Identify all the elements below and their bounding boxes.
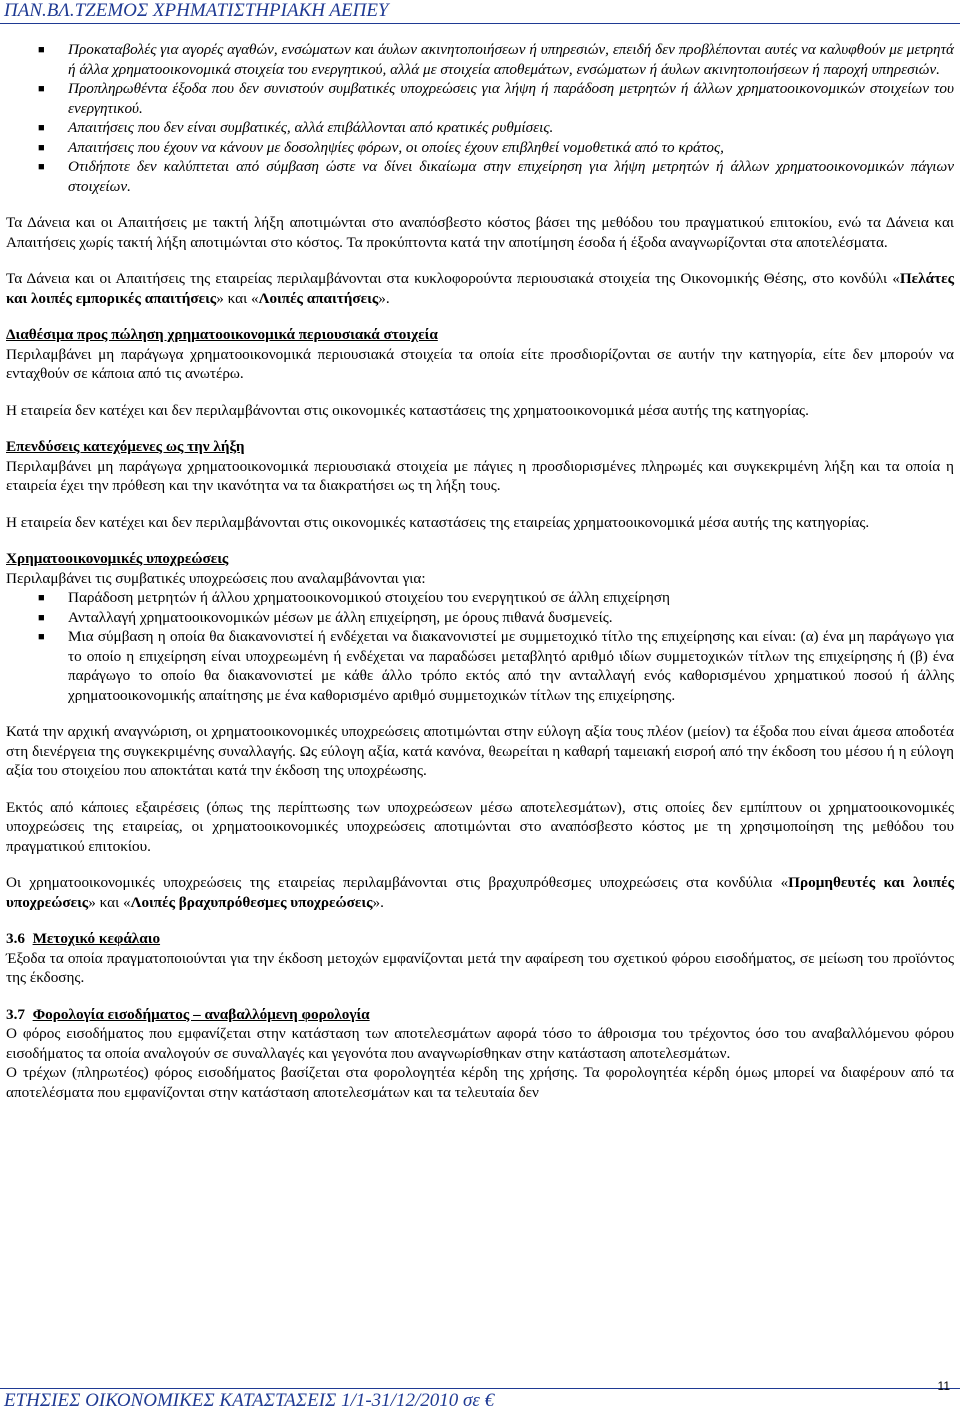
square-bullet-icon: ■ [38, 122, 45, 134]
square-bullet-icon: ■ [38, 44, 45, 56]
header-title: ΠΑΝ.ΒΛ.ΤΖΕΜΟΣ ΧΡΗΜΑΤΙΣΤΗΡΙΑΚΗ ΑΕΠΕΥ [4, 0, 389, 21]
footer-title: ΕΤΗΣΙΕΣ ΟΙΚΟΝΟΜΙΚΕΣ ΚΑΤΑΣΤΑΣΕΙΣ 1/1-31/12/2010 σε € [4, 1390, 495, 1411]
page-footer [0, 1379, 960, 1413]
htm-heading: Επενδύσεις κατεχόμενες ως την λήξη [6, 438, 245, 455]
page-header [0, 0, 960, 24]
liabilities-paragraph-3: Οι χρηματοοικονομικές υποχρεώσεις της εταιρείας περιλαμβάνονται στις βραχυπρόθεσμες υποχρεώσεις στα κονδύλια «Προμηθευτές και λοιπές υποχρεώσεις» και «Λοιπές βραχυπρόθεσμες υποχρεώσεις». [6, 874, 954, 911]
afs-paragraph-2: Η εταιρεία δεν κατέχει και δεν περιλαμβάνονται στις οικονομικές καταστάσεις της χρηματοοικονομικά μέσα αυτής της κατηγορίας. [6, 401, 809, 419]
square-bullet-icon: ■ [38, 611, 45, 624]
section-3-7-paragraph-1: Ο φόρος εισοδήματος που εμφανίζεται στην κατάσταση των αποτελεσμάτων αφορά τόσο το άθροισμα του τρέχοντος όσο του αναβαλλόμενου φόρου εισοδήματος τα οποία αναλογούν σε συναλλαγές και γεγονότα που αναγνωρίσθηκαν στην κατάσταση αποτελεσμάτων. [6, 1025, 954, 1062]
square-bullet-icon: ■ [38, 83, 45, 95]
section-3-7-paragraph-2: Ο τρέχων (πληρωτέος) φόρος εισοδήματος βασίζεται στα φορολογητέα κέρδη της χρήσης. Τα φορολογητέα κέρδη όμως μπορεί να διαφέρουν από τα αποτελέσματα που εμφανίζονται στην κατάσταση αποτελεσμάτων και τα τελευταία δεν [6, 1064, 954, 1101]
list-item: ■ Μια σύμβαση η οποία θα διακανονιστεί ή ενδέχεται να διακανονιστεί με συμμετοχικό τίτλο της επιχείρησης και είναι: (α) ένα μη παράγωγο για το οποίο η επιχείρηση είναι υποχρεωμένη ή ενδέχεται να παραδώσει μεταβλητό αριθμό ιδίων συμμετοχικών τίτλων της επιχείρησης ή (β) ένα παράγωγο το οποίο θα διακανονιστεί με κάθε άλλο τρόπο εκτός από την ανταλλαγή ενός καθορισμένου χρηματικού ποσού ή άλλης χρηματοοικονομικής απαίτησης με ένα καθορισμένο αριθμό συμμετοχικών τίτλων της επιχείρησης. [38, 628, 954, 704]
list-item: ■ Προπληρωθέντα έξοδα που δεν συνιστούν συμβατικές υποχρεώσεις για λήψη ή παράδοση μετρητών ή άλλων χρηματοοικονομικών στοιχείων του ενεργητικού. [38, 80, 954, 117]
afs-heading: Διαθέσιμα προς πώληση χρηματοοικονομικά περιουσιακά στοιχεία [6, 326, 438, 343]
exclusion-list [6, 40, 954, 196]
square-bullet-icon: ■ [38, 592, 45, 604]
page-number: 11 [937, 1379, 950, 1393]
list-item: ■ Απαιτήσεις που έχουν να κάνουν με δοσοληψίες φόρων, οι οποίες έχουν επιβληθεί νομοθετικά από το κράτος, [6, 138, 954, 158]
list-item: ■ Απαιτήσεις που δεν είναι συμβατικές, αλλά επιβάλλονται από κρατικές ρυθμίσεις. [6, 118, 954, 138]
list-item: ■ Οτιδήποτε δεν καλύπτεται από σύμβαση ώστε να δίνει δικαίωμα στην επιχείρηση για λήψη μετρητών ή άλλων χρηματοοικονομικών πάγιων στοιχείων. [38, 158, 954, 195]
liabilities-intro: Περιλαμβάνει τις συμβατικές υποχρεώσεις που αναλαμβάνονται για: [6, 569, 426, 587]
list-item: ■ Προκαταβολές για αγορές αγαθών, ενσώματων και άυλων ακινητοποιήσεων ή υπηρεσιών, επειδή δεν προβλέπονται αυτές να καλυφθούν με μετρητά ή άλλα χρηματοοικονομικά στοιχεία του ενεργητικού, αλλά με στοιχεία αποθεμάτων, ενσώματων ή άυλων ακινητοποιήσεων ή παροχή υπηρεσιών. [38, 41, 954, 78]
section-3-6-heading: 3.6 Μετοχικό κεφάλαιο [6, 930, 161, 947]
liabilities-heading: Χρηματοοικονομικές υποχρεώσεις [6, 550, 229, 567]
document-body [6, 40, 954, 1102]
square-bullet-icon: ■ [38, 631, 45, 643]
liabilities-paragraph-1: Κατά την αρχική αναγνώριση, οι χρηματοοικονομικές υποχρεώσεις αποτιμώνται στην εύλογη αξία τους πλέον (μείον) τα έξοδα που είναι άμεσα αποδοτέα στη διενέργεια της συγκεκριμένης συναλλαγής. Ως εύλογη αξία, κατά κανόνα, θεωρείται η καθαρή ταμειακή εισροή από την έκδοση του μέσου ή η εύλογη αξία του στοιχείου που αποκτάται κατά την έκδοση της υποχρέωσης. [6, 723, 954, 779]
afs-paragraph-1: Περιλαμβάνει μη παράγωγα χρηματοοικονομικά περιουσιακά στοιχεία τα οποία είτε προσδιορίζονται σε αυτήν την κατηγορία, είτε δεν μπορούν να ενταχθούν σε κάποια από τις ανωτέρω. [6, 345, 954, 382]
square-bullet-icon: ■ [38, 141, 45, 154]
list-item: ■ Παράδοση μετρητών ή άλλου χρηματοοικονομικού στοιχείου του ενεργητικού σε άλλη επιχείρηση [6, 588, 954, 608]
list-item: ■ Ανταλλαγή χρηματοοικονομικών μέσων με άλλη επιχείρηση, με όρους πιθανά δυσμενείς. [6, 608, 954, 628]
section-3-7-heading: 3.7 Φορολογία εισοδήματος – αναβαλλόμενη φορολογία [6, 1005, 370, 1023]
liabilities-paragraph-2: Εκτός από κάποιες εξαιρέσεις (όπως της περίπτωσης των υποχρεώσεων μέσω αποτελεσμάτων), στις οποίες δεν εμπίπτουν οι χρηματοοικονομικές υποχρεώσεις της εταιρείας, οι χρηματοοικονομικές υποχρεώσεις αποτιμώνται στο αναπόσβεστο κόστος με τη χρησιμοποίηση της μεθόδου του πραγματικού επιτοκίου. [6, 798, 954, 855]
liabilities-list [6, 588, 954, 705]
htm-paragraph-2: Η εταιρεία δεν κατέχει και δεν περιλαμβάνονται στις οικονομικές καταστάσεις της εταιρείας χρηματοοικονομικά μέσα αυτής της κατηγορίας. [6, 513, 870, 531]
htm-paragraph-1: Περιλαμβάνει μη παράγωγα χρηματοοικονομικά περιουσιακά στοιχεία με πάγιες η προσδιορισμένες πληρωμές και συγκεκριμένη λήξη και τα οποία η εταιρεία έχει την πρόθεση και την ικανότητα να τα διακρατήσει ως τη λήξη τους. [6, 457, 954, 494]
loans-paragraph-2: Τα Δάνεια και οι Απαιτήσεις της εταιρείας περιλαμβάνονται στα κυκλοφορούντα περιουσιακά στοιχεία της Οικονομικής Θέσης, στο κονδύλι «Πελάτες και λοιπές εμπορικές απαιτήσεις» και «Λοιπές απαιτήσεις». [6, 270, 954, 307]
section-3-6-paragraph: Έξοδα τα οποία πραγματοποιούνται για την έκδοση μετοχών εμφανίζονται μετά την αφαίρεση του σχετικού φόρου εισοδήματος, σε μείωση του προϊόντος της έκδοσης. [6, 949, 954, 986]
loans-paragraph-1: Τα Δάνεια και οι Απαιτήσεις με τακτή λήξη αποτιμώνται στο αναπόσβεστο κόστος βάσει της μεθόδου του πραγματικού επιτοκίου, ενώ τα Δάνεια και Απαιτήσεις χωρίς τακτή λήξη αποτιμώνται στο κόστος. Τα προκύπτοντα κατά την αποτίμηση έσοδα ή έξοδα αναγνωρίζονται στα αποτελέσματα. [6, 214, 954, 251]
square-bullet-icon: ■ [38, 161, 45, 173]
